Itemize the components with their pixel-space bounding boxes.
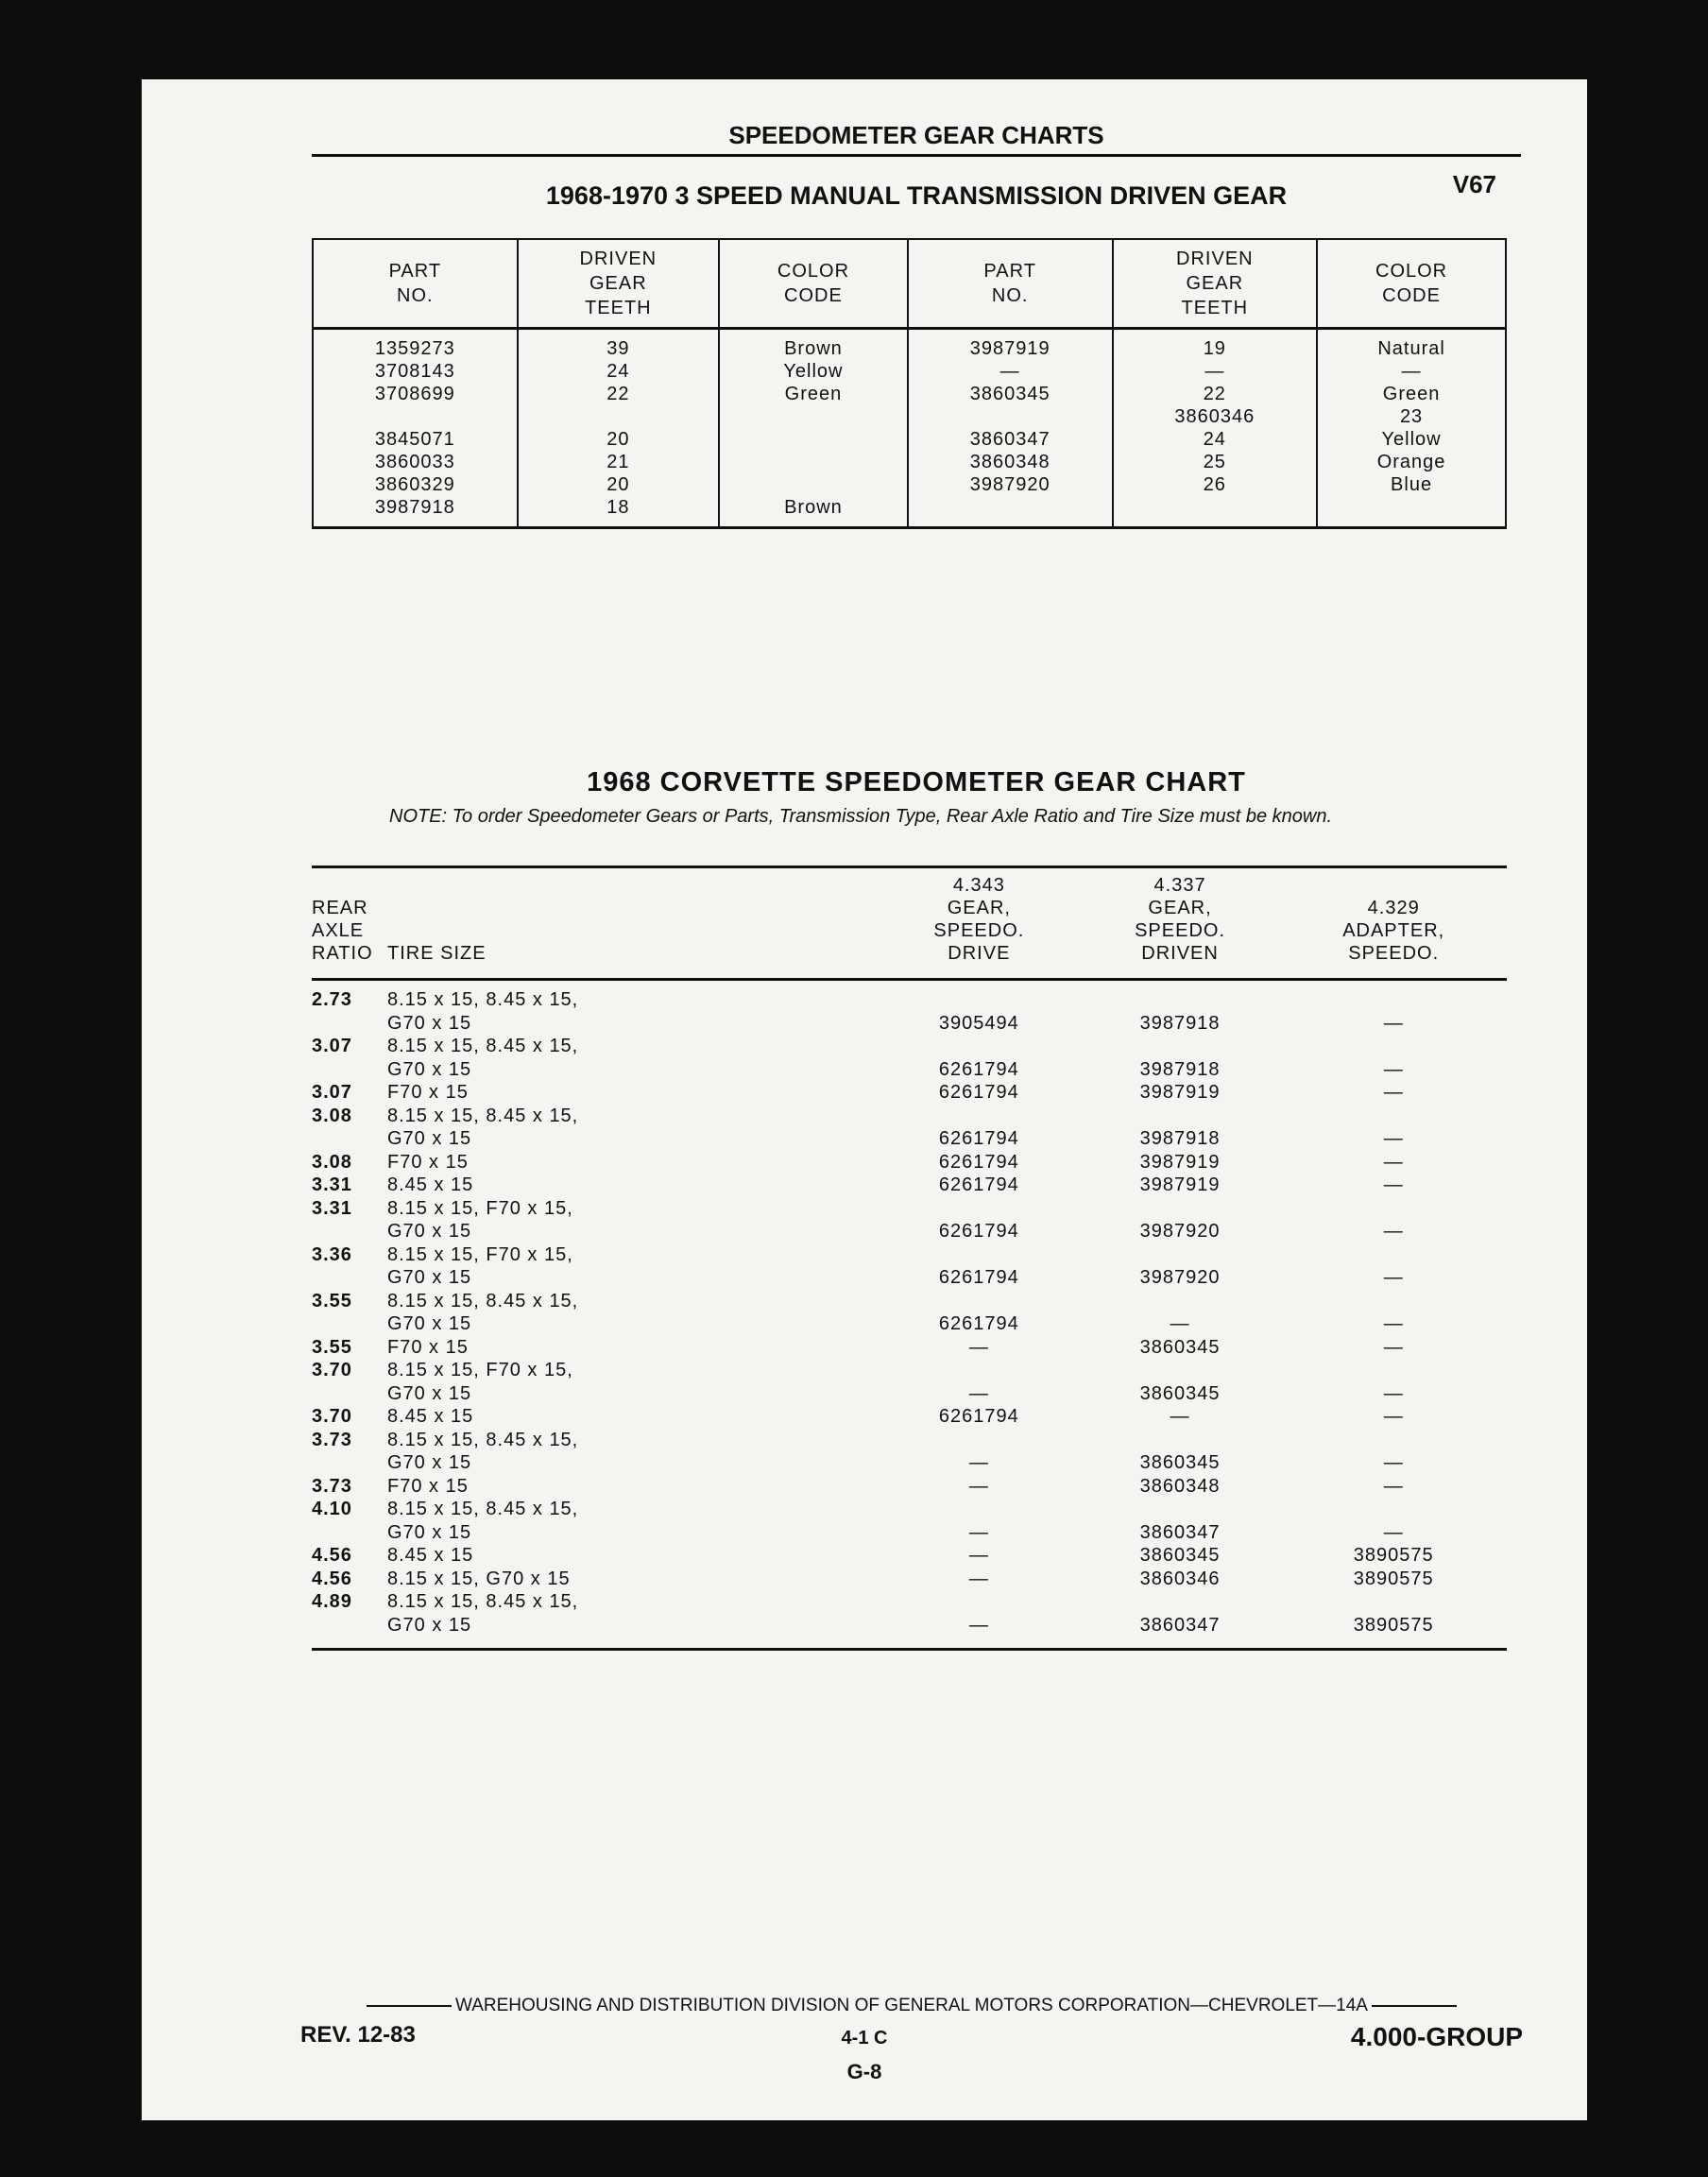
table-cell: 2.73 (312, 989, 352, 1010)
table-cell: Yellow (1317, 428, 1506, 451)
table-row (313, 405, 1506, 428)
table-cell: G70 x 15 (387, 1012, 472, 1034)
table-row (312, 1568, 1507, 1591)
table-cell (1080, 1359, 1281, 1382)
table-row (312, 1151, 1507, 1174)
table-cell (1280, 1498, 1507, 1521)
table-row (313, 473, 1506, 496)
page-title: SPEEDOMETER GEAR CHARTS (312, 121, 1521, 157)
table-cell (1080, 1035, 1281, 1058)
table-cell: 8.45 x 15 (387, 1174, 474, 1195)
table-cell (908, 405, 1113, 428)
table-cell: 22 (518, 383, 719, 405)
table-cell: 23 (1317, 405, 1506, 428)
table-cell: 3987918 (1139, 1012, 1221, 1034)
table-cell (879, 980, 1080, 1012)
table-cell (879, 1590, 1080, 1614)
table-cell: Green (719, 383, 908, 405)
table-cell: — (1317, 360, 1506, 383)
table-cell: Green (1317, 383, 1506, 405)
table-cell: 3860347 (1139, 1521, 1221, 1543)
table-cell (312, 1521, 387, 1545)
table-cell: 3987919 (1139, 1174, 1221, 1195)
table-cell: 3.31 (312, 1197, 352, 1219)
table1-header: PART NO. (908, 239, 1113, 329)
table-cell: 3.36 (312, 1243, 352, 1265)
table-cell: — (879, 1614, 1080, 1650)
table-row (313, 329, 1506, 361)
table-cell: 3860347 (908, 428, 1113, 451)
table-cell: 4.56 (312, 1568, 352, 1589)
table-cell: G70 x 15 (387, 1267, 472, 1288)
table-cell: 3987918 (313, 496, 518, 528)
table-row (312, 1174, 1507, 1197)
table1-title: 1968-1970 3 SPEED MANUAL TRANSMISSION DRIVEN GEAR (545, 181, 1288, 210)
table-cell: — (1170, 1406, 1190, 1427)
table-cell: 20 (518, 473, 719, 496)
table-cell: 39 (518, 329, 719, 361)
table-cell: 3890575 (1280, 1614, 1507, 1650)
page-number: G-8 (846, 2060, 882, 2083)
table-cell: 3708699 (313, 383, 518, 405)
table2-header: 4.337 GEAR, SPEEDO. DRIVEN (1080, 867, 1281, 980)
table-cell (1280, 1590, 1507, 1614)
table-cell (1113, 496, 1318, 528)
table-cell: — (1383, 1174, 1404, 1195)
table-cell (312, 1614, 387, 1650)
table1-header: COLOR CODE (1317, 239, 1506, 329)
table-row (312, 1336, 1507, 1360)
table-cell: 6261794 (938, 1174, 1019, 1195)
table-cell (879, 1197, 1080, 1221)
table-cell (1080, 1429, 1281, 1452)
table-cell: 8.15 x 15, 8.45 x 15, (387, 1591, 579, 1612)
table-cell: 3987919 (908, 329, 1113, 361)
table-cell: G70 x 15 (387, 1382, 472, 1404)
table-cell: 3987920 (908, 473, 1113, 496)
table-cell: 8.15 x 15, 8.45 x 15, (387, 989, 579, 1010)
table-cell: 24 (1113, 428, 1318, 451)
table-cell: 8.15 x 15, 8.45 x 15, (387, 1499, 579, 1519)
table-cell (1280, 1105, 1507, 1128)
table-row (312, 1081, 1507, 1105)
table-cell: — (1383, 1313, 1404, 1334)
table-cell (879, 1429, 1080, 1452)
table-cell: — (968, 1521, 989, 1543)
table-cell: — (1383, 1012, 1404, 1034)
table-cell (879, 1290, 1080, 1313)
table-cell: 3860345 (1139, 1336, 1221, 1358)
table-cell (1280, 1243, 1507, 1267)
table-cell: 26 (1113, 473, 1318, 496)
table-cell: 6261794 (938, 1406, 1019, 1427)
table-cell: 24 (518, 360, 719, 383)
table-cell: 3860329 (313, 473, 518, 496)
table2-header: TIRE SIZE (387, 867, 879, 980)
table-cell (1080, 1105, 1281, 1128)
table-cell: — (1383, 1382, 1404, 1404)
table-cell: F70 x 15 (387, 1336, 469, 1358)
table-row (312, 1521, 1507, 1545)
table-cell: — (1383, 1452, 1404, 1473)
table-row (313, 360, 1506, 383)
table-cell: — (1383, 1267, 1404, 1288)
driven-gear-table (312, 238, 1507, 529)
table-cell (1280, 1197, 1507, 1221)
table-cell: 19 (1113, 329, 1318, 361)
table-cell: — (968, 1382, 989, 1404)
table-cell: 8.15 x 15, 8.45 x 15, (387, 1429, 579, 1450)
table-cell: G70 x 15 (387, 1313, 472, 1334)
table-cell: G70 x 15 (387, 1221, 472, 1242)
corvette-gear-table (312, 866, 1507, 1651)
table-cell: 6261794 (938, 1082, 1019, 1103)
table-row (312, 1220, 1507, 1243)
table-cell (1280, 1429, 1507, 1452)
table2-header: 4.329 ADAPTER, SPEEDO. (1280, 867, 1507, 980)
table-cell: G70 x 15 (387, 1521, 472, 1543)
table-cell: — (1383, 1058, 1404, 1080)
table-cell: — (968, 1475, 989, 1497)
table-cell (518, 405, 719, 428)
table-row (312, 1012, 1507, 1036)
table-cell: 3890575 (1353, 1545, 1434, 1566)
table2-note: NOTE: To order Speedometer Gears or Parts, Transmission Type, Rear Axle Ratio and Tire Size must be known. (389, 806, 1332, 827)
table-cell: 4.89 (312, 1591, 352, 1612)
table-cell: 8.15 x 15, F70 x 15, (387, 1360, 573, 1380)
table-row (312, 1105, 1507, 1128)
table-row (312, 1197, 1507, 1221)
table-cell: 8.15 x 15, F70 x 15, (387, 1197, 573, 1219)
table-row (312, 1127, 1507, 1151)
table-cell: Orange (1317, 451, 1506, 473)
table-cell (312, 1127, 387, 1151)
table2-header: REAR AXLE RATIO (312, 867, 387, 980)
table-row (313, 496, 1506, 528)
table1-header: PART NO. (313, 239, 518, 329)
table-cell (1080, 1197, 1281, 1221)
table-cell: 3708143 (313, 360, 518, 383)
table-cell: F70 x 15 (387, 1475, 469, 1497)
table-cell: — (1383, 1521, 1404, 1543)
table-row (312, 1035, 1507, 1058)
table-cell: — (1383, 1082, 1404, 1103)
table-cell: 3860347 (1080, 1614, 1281, 1650)
table-cell: 3860345 (1139, 1545, 1221, 1566)
table-cell: Natural (1317, 329, 1506, 361)
table-cell: 1359273 (313, 329, 518, 361)
table-cell (312, 1220, 387, 1243)
table-cell: 3.31 (312, 1174, 352, 1195)
table-cell: 3987920 (1139, 1221, 1221, 1242)
table-cell: 6261794 (938, 1128, 1019, 1149)
table-cell (1280, 1290, 1507, 1313)
table-cell: 3.70 (312, 1360, 352, 1380)
table-cell: Brown (719, 329, 908, 361)
table-cell: 3905494 (938, 1012, 1019, 1034)
table-cell: — (1383, 1406, 1404, 1427)
table-cell: 3987920 (1139, 1267, 1221, 1288)
table-cell: 22 (1113, 383, 1318, 405)
table-cell: 3.07 (312, 1082, 352, 1103)
table-cell (1080, 980, 1281, 1012)
table-cell: 6261794 (938, 1058, 1019, 1080)
table-row (312, 1058, 1507, 1082)
table-cell: 3860346 (1139, 1568, 1221, 1589)
table-cell: 18 (518, 496, 719, 528)
table-cell (719, 451, 908, 473)
table-row (312, 1475, 1507, 1499)
table-cell (908, 496, 1113, 528)
table-row (312, 1590, 1507, 1614)
table-cell: 3987918 (1139, 1128, 1221, 1149)
table-cell: 25 (1113, 451, 1318, 473)
table-cell: 8.15 x 15, 8.45 x 15, (387, 1036, 579, 1056)
table-cell: 3987918 (1139, 1058, 1221, 1080)
table-cell (1317, 496, 1506, 528)
table-cell (1280, 980, 1507, 1012)
table-cell: 6261794 (938, 1267, 1019, 1288)
table-cell: 3.73 (312, 1429, 352, 1450)
table-cell: 3.08 (312, 1151, 352, 1173)
table-row (312, 1266, 1507, 1290)
table-cell: 3860033 (313, 451, 518, 473)
footer-division: WAREHOUSING AND DISTRIBUTION DIVISION OF GENERAL MOTORS CORPORATION—CHEVROLET—14A (302, 1996, 1521, 2016)
table-cell: 20 (518, 428, 719, 451)
table-cell: 3.70 (312, 1406, 352, 1427)
table-cell (879, 1035, 1080, 1058)
table-cell: 8.15 x 15, F70 x 15, (387, 1243, 573, 1265)
table-row (312, 1544, 1507, 1568)
table-cell: — (1170, 1313, 1190, 1334)
table1-header: DRIVEN GEAR TEETH (518, 239, 719, 329)
table-cell: — (1383, 1128, 1404, 1149)
table-cell: — (1383, 1475, 1404, 1497)
table-cell (1080, 1590, 1281, 1614)
table-cell (312, 1266, 387, 1290)
table-cell: Brown (719, 496, 908, 528)
table-cell: 3860345 (1139, 1452, 1221, 1473)
table-row (312, 1405, 1507, 1429)
table-cell: 3860345 (908, 383, 1113, 405)
table-row (312, 1451, 1507, 1475)
table-cell: 3987919 (1139, 1151, 1221, 1173)
table-cell: 8.45 x 15 (387, 1545, 474, 1566)
table-cell (1080, 1243, 1281, 1267)
table-cell: — (908, 360, 1113, 383)
table-cell: 3845071 (313, 428, 518, 451)
group-number: 4.000-GROUP (1350, 2022, 1523, 2051)
table-cell: — (968, 1545, 989, 1566)
table-cell: 6261794 (938, 1313, 1019, 1334)
table-cell: 8.15 x 15, G70 x 15 (387, 1568, 571, 1589)
table-cell: 3890575 (1353, 1568, 1434, 1589)
table-row (313, 451, 1506, 473)
section-number: 4-1 C (841, 2028, 888, 2048)
table-row (312, 1359, 1507, 1382)
table-cell (313, 405, 518, 428)
table-cell (719, 473, 908, 496)
table-cell: 6261794 (938, 1221, 1019, 1242)
table-cell: G70 x 15 (387, 1128, 472, 1149)
table-cell (312, 1312, 387, 1336)
table-cell (312, 1058, 387, 1082)
table2-header: 4.343 GEAR, SPEEDO. DRIVE (879, 867, 1080, 980)
table-cell: G70 x 15 (387, 1614, 879, 1650)
table-cell (879, 1243, 1080, 1267)
table-cell: 8.15 x 15, 8.45 x 15, (387, 1105, 579, 1126)
table1-header: DRIVEN GEAR TEETH (1113, 239, 1318, 329)
table-cell (879, 1498, 1080, 1521)
table-cell: 3.08 (312, 1105, 352, 1126)
table-cell (312, 1451, 387, 1475)
table-cell (879, 1105, 1080, 1128)
table-cell: F70 x 15 (387, 1151, 469, 1173)
table-row (312, 1498, 1507, 1521)
table-cell: 21 (518, 451, 719, 473)
table-cell: 3860348 (1139, 1475, 1221, 1497)
table-cell: 4.10 (312, 1499, 352, 1519)
revision-label: REV. 12-83 (300, 2022, 416, 2048)
table-cell (719, 405, 908, 428)
table-cell (312, 1012, 387, 1036)
table-row (312, 1243, 1507, 1267)
table-cell: Yellow (719, 360, 908, 383)
table-row (312, 1290, 1507, 1313)
table-cell: F70 x 15 (387, 1082, 469, 1103)
table-cell: — (968, 1568, 989, 1589)
table-cell: 4.56 (312, 1545, 352, 1566)
table-cell: — (1113, 360, 1318, 383)
table-row (312, 1614, 1507, 1650)
table-cell: — (968, 1452, 989, 1473)
table-cell: 6261794 (938, 1151, 1019, 1173)
table2-title: 1968 CORVETTE SPEEDOMETER GEAR CHART (587, 767, 1246, 797)
table-cell: — (1383, 1336, 1404, 1358)
table-row (312, 1429, 1507, 1452)
table-cell: 3.73 (312, 1475, 352, 1497)
table-cell (719, 428, 908, 451)
table-cell: 8.45 x 15 (387, 1406, 474, 1427)
table-cell (879, 1359, 1080, 1382)
table1-header: COLOR CODE (719, 239, 908, 329)
table-cell: 3.55 (312, 1336, 352, 1358)
table-cell: 3860348 (908, 451, 1113, 473)
document-page (142, 79, 1587, 2120)
table-cell: Blue (1317, 473, 1506, 496)
table-row (312, 980, 1507, 1012)
table-cell (1080, 1290, 1281, 1313)
table-cell: — (968, 1336, 989, 1358)
table-row (312, 1382, 1507, 1406)
page-code: V67 (1452, 170, 1496, 198)
table-cell (312, 1382, 387, 1406)
table-cell (1080, 1498, 1281, 1521)
table-row (313, 428, 1506, 451)
table-row (312, 1312, 1507, 1336)
table-cell: 3860346 (1113, 405, 1318, 428)
table-row (313, 383, 1506, 405)
table-cell: 3860345 (1139, 1382, 1221, 1404)
table-cell (1280, 1359, 1507, 1382)
table-cell: — (1383, 1221, 1404, 1242)
table-cell: 3.55 (312, 1290, 352, 1311)
table-cell (1280, 1035, 1507, 1058)
table-cell: — (1383, 1151, 1404, 1173)
table-cell: 3987919 (1139, 1082, 1221, 1103)
table-cell: G70 x 15 (387, 1452, 472, 1473)
table-cell: 8.15 x 15, 8.45 x 15, (387, 1290, 579, 1311)
table-cell: G70 x 15 (387, 1058, 472, 1080)
table-cell: 3.07 (312, 1036, 352, 1056)
